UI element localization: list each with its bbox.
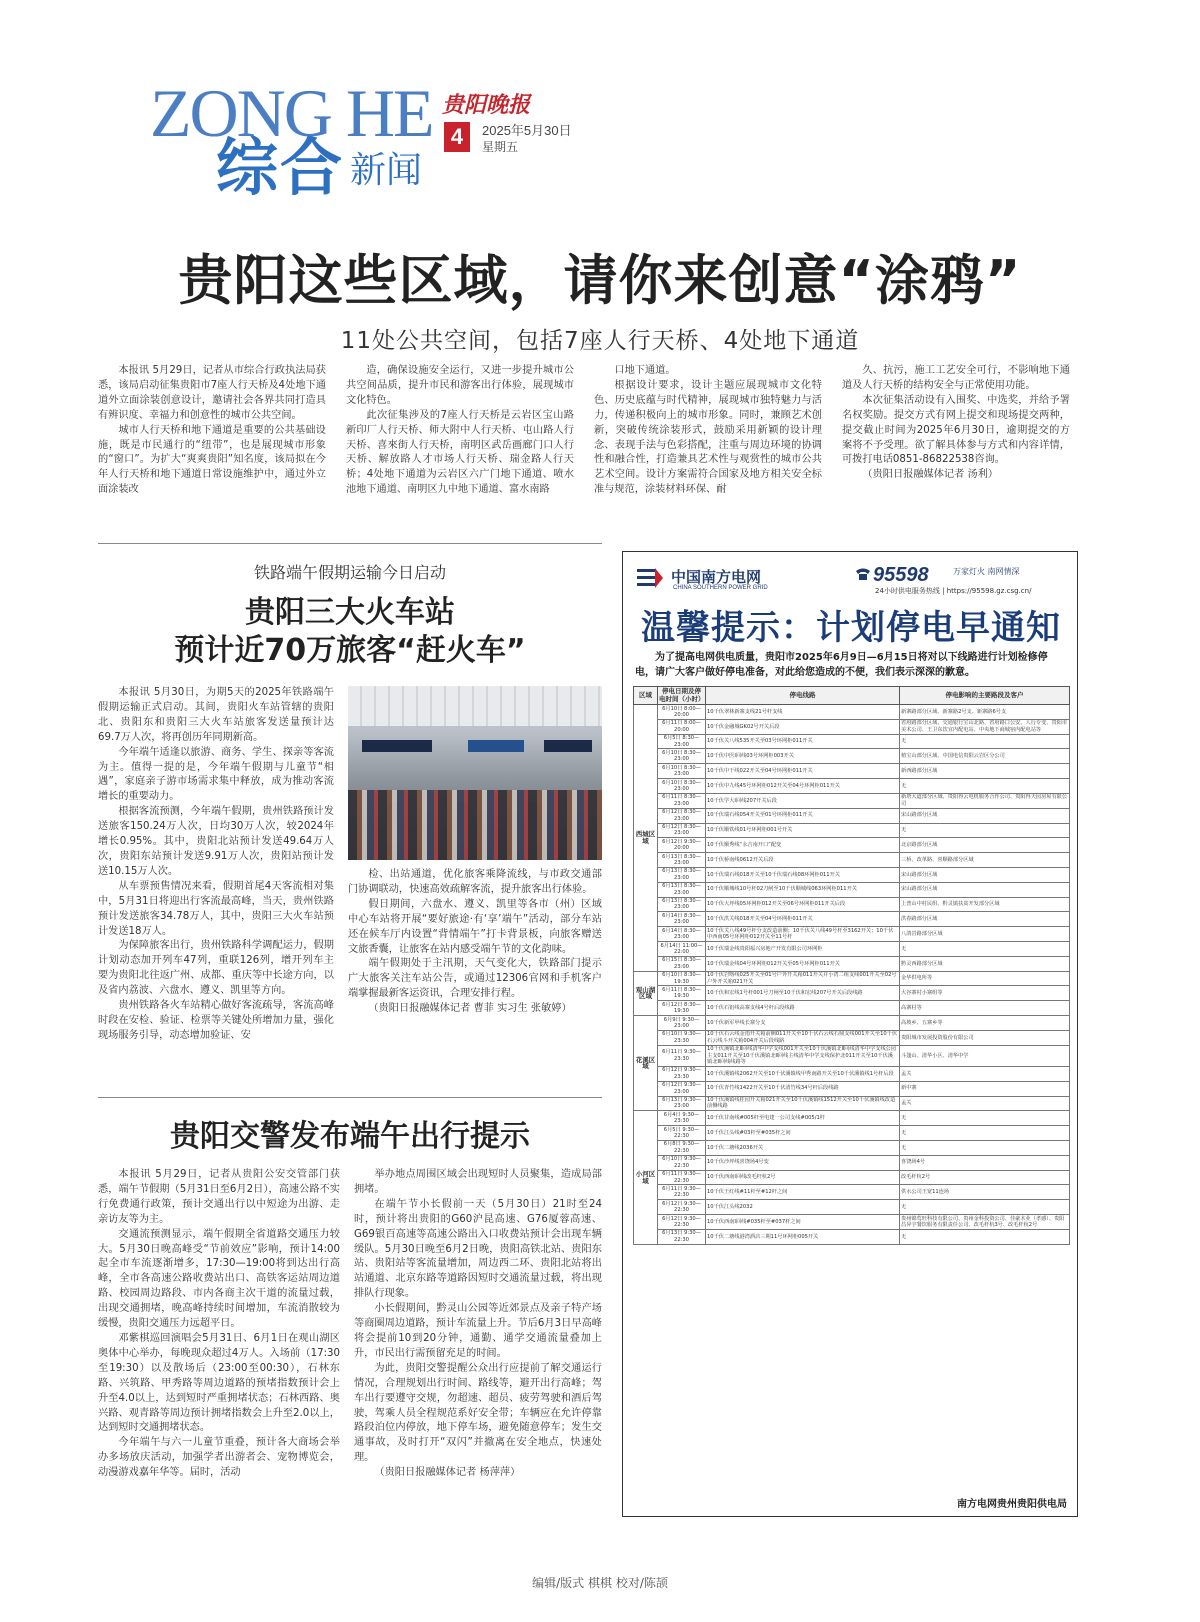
lead-column-4	[842, 364, 1070, 520]
outage-affected: 贵阳城市发展投资股份有限公司	[900, 1030, 1070, 1045]
outage-line: 10千伏二塘线2036开关	[706, 1140, 900, 1155]
notice-signature: 南方电网贵州贵阳供电局	[957, 1499, 1067, 1510]
rail-column-left	[98, 686, 334, 1078]
outage-affected: 植宝山部分区域、中国电信贵阳云岩区分公司	[900, 749, 1070, 764]
outage-time: 6月4日 9:30—23:30	[658, 1111, 706, 1126]
outage-line: 10千伏二塘线港湾酒店三期11号环网柜005开关	[706, 1229, 900, 1244]
outage-affected: 改毛杆杭2号	[900, 1170, 1070, 1185]
outage-affected: 喜饶场4号	[900, 1155, 1070, 1170]
outage-row	[634, 1030, 1070, 1045]
outage-line: 10千伏大坪线05环网柜012开关至06号环网柜011开关后段	[706, 897, 900, 912]
outage-table	[633, 686, 1070, 1245]
outage-area: 小河区域	[634, 1111, 658, 1244]
outage-row	[634, 808, 1070, 823]
outage-row	[634, 986, 1070, 1001]
outage-line: 10千伏洪关线018开关至04号环网柜011开关	[706, 912, 900, 927]
outage-line: 10千伏溪镇线桂园开关箱021开关至10千伏溪镇线1512开关至10千伏溪镇线改造前侧线路	[706, 1096, 900, 1111]
notice-title: 温馨提示：计划停电早通知	[641, 608, 1061, 648]
outage-time: 6月11日 9:30—22:30	[658, 1170, 706, 1185]
outage-line: 10千伏甘南线#005杆至电建一公司支线#005/1杆	[706, 1111, 900, 1126]
paragraph: 今年端午适逢以旅游、商务、学生、探亲等客流为主。值得一提的是，今年端午假期与儿童节“相遇”，家庭亲子游市场需求集中释放，成为推动客流增长的重要动力。	[98, 746, 334, 803]
outage-row	[634, 1045, 1070, 1066]
outage-affected: 无	[900, 823, 1070, 838]
outage-time: 6月12日 8:30—23:00	[658, 808, 706, 823]
paragraph: 此次征集涉及的7座人行天桥是云岩区宝山路新印厂人行天桥、师大附中人行天桥、屯山路人行天桥、喜來街人行天桥，南明区武岳画廊门口人行天桥、解放路人才市场人行天桥、瑞金路人行天桥；4处地下通道为云岩区六广门地下通道、喷水池地下通道、南明区九中地下通道、富水南路	[346, 409, 574, 496]
issue-date: 2025年5月30日	[482, 123, 572, 138]
outage-row	[634, 734, 1070, 749]
paragraph: 交通流预测显示，端午假期全省道路交通压力较大。5月30日晚高峰受“节前效应”影响，预计14:00起全市车流逐渐增多，17:30—19:00将到达出行高峰，全市各高速公路收费站出口、高铁客运站周边道路、校园周边路段、市内各商主次干道的流量过载，出现交通拥堵，晚高峰持续时间增加，车流消散较为缓慢，贵阳交通压力远超平日。	[98, 1228, 340, 1330]
outage-time: 6月14日 11:00—22:00	[658, 942, 706, 957]
outage-row	[634, 1081, 1070, 1096]
outage-affected: 高寨村等	[900, 1001, 1070, 1016]
outage-area: 花溪区域	[634, 1016, 658, 1111]
hotline-number: 95598	[873, 564, 929, 586]
outage-time: 6月12日 9:30—20:00	[658, 838, 706, 853]
outage-row	[634, 1066, 1070, 1081]
notice-intro: 为了提高电网供电质量，贵阳市2025年6月9日—6月15日将对以下线路进行计划检修停电，请广大客户做好停电准备，对此给您造成的不便，我们表示深深的歉意。	[635, 652, 1048, 678]
power-grid-company: 中国南方电网	[671, 568, 762, 586]
outage-row	[634, 838, 1070, 853]
outage-affected: 无	[900, 1200, 1070, 1215]
outage-row	[634, 1200, 1070, 1215]
paragraph: 造，确保设施安全运行，又进一步提升城市公共空间品质，提升市民和游客出行体验，展现城市文化特色。	[346, 365, 574, 406]
lead-column-2	[346, 364, 574, 520]
outage-affected: 无	[900, 1111, 1070, 1126]
outage-line: 10千伏石云线金雨开关箱前侧011开关至10千伏石云线石鼎支线001开关至10千伏石云线斗开关箱004开关后段线路	[706, 1030, 900, 1045]
outage-affected: 八鸽岩路部分区域	[900, 927, 1070, 942]
outage-affected: 新中寨	[900, 1081, 1070, 1096]
outage-time: 6月11日 8:30—19:30	[658, 986, 706, 1001]
paragraph: （贵阳日报融媒体记者 杨萍萍）	[374, 1467, 521, 1479]
outage-line: 10千伏江头线#03杆至#035杆之间	[706, 1126, 900, 1141]
paragraph: 假日期间，六盘水、遵义、凯里等各市（州）区域中心车站将开展“要好旅途·有‘享’端午”活动，部分车站还在候车厅内设置“背情端午”打卡背景板，向旅客赠送文旅香囊，让旅客在站内感受端午节的文化韵味。	[348, 898, 602, 955]
outage-time: 6月13日 8:30—23:00	[658, 867, 706, 882]
column-header-time: 停电日期及停电时间（小时）	[659, 687, 705, 703]
outage-line: 10千伏桥南线0612开关后段	[706, 853, 900, 868]
rail-headline-line1: 贵阳三大火车站	[245, 595, 455, 630]
paragraph: 在端午节小长假前一天（5月30日）21时至24时，预计将出贵阳的G60沪昆高速、G76厦蓉高速、G69银百高速等高速公路出入口收费站预计会出现车辆缓队。5月30日晚至6月2日晚，贵阳高铁北站、贵阳东站、贵阳站等客流量增加，周边西二环、贵阳北站将出站通道、北京东路等道路因短时交通流量过载，将出现排队行现象。	[354, 1198, 602, 1300]
paragraph: 举办地点周围区域会出现短时人员聚集，造成局部拥堵。	[354, 1169, 602, 1195]
outage-time: 6月13日 8:30—23:00	[658, 882, 706, 897]
outage-time: 6月12日 8:30—23:00	[658, 823, 706, 838]
column-header-line: 停电线路	[706, 687, 900, 705]
outage-affected: 省府路部分区域、交通银行宝山北路、省府路口公安、人行专变、贵阳市美术公司、王卫东饮宜内配电站、中央地下商城宿内配电站等	[900, 719, 1070, 734]
outage-row	[634, 1170, 1070, 1185]
paragraph: 今年端午与六一儿童节重叠，预计各大商场会举办多场放庆活动，加强学者出游者会、宠物博览会，动漫游戏嘉年华等。届时，活动	[98, 1437, 340, 1479]
outage-line: 10千伏瑞金线04号环网柜012开关至05号环网柜011开关	[706, 956, 900, 971]
outage-affected: 新西路部分区域	[900, 764, 1070, 779]
phone-icon	[855, 567, 871, 581]
traffic-column-right	[354, 1168, 602, 1516]
outage-time: 6月10日 8:30—23:00	[658, 749, 706, 764]
outage-line: 10千伏中医Ⅰ回线03号环网柜003开关	[706, 749, 900, 764]
outage-affected: 宋山路部分区域	[900, 882, 1070, 897]
outage-time: 6月12日 9:30—23:00	[658, 1081, 706, 1096]
rail-column-right	[348, 868, 602, 1080]
outage-affected: 无	[900, 1126, 1070, 1141]
outage-row	[634, 793, 1070, 808]
outage-time: 6月9日 9:30—23:00	[658, 1016, 706, 1031]
power-outage-notice	[622, 551, 1078, 1517]
outage-row	[634, 956, 1070, 971]
paragraph: 本报讯 5月30日，为期5天的2025年铁路端午假期运输正式启动。其间，贵阳火车站管辖的贵阳北、贵阳东和贵阳三大火车站旅客发送量预计达69.7万人次，将再创历年同期新高。	[98, 687, 334, 743]
paragraph: 口地下通道。	[614, 365, 676, 376]
lead-headline: 贵阳这些区域，请你来创意“涂鸦”	[178, 249, 1022, 312]
outage-row	[634, 1096, 1070, 1111]
outage-row	[634, 867, 1070, 882]
outage-row	[634, 927, 1070, 942]
outage-line: 10千伏关八线535开关至03号环网柜011开关	[706, 734, 900, 749]
paragraph: 从车票预售情况来看，假期首尾4天客流相对集中，5月31日将迎出行客流最高峰，当天，贵州铁路预计发送旅客34.78万人，其中，贵阳三大火车站预计发送18万人。	[98, 880, 334, 937]
outage-line: 10千伏沙坪线喜饶场4号变	[706, 1155, 900, 1170]
outage-affected: 贵州锦莺旺科技有限公司、贵州金科投资公司、佳豪木业（孝感）、贵阳昌昇宇餐饮服务有限责任公司、改毛杆杭3号、改毛杆杭2号	[900, 1215, 1070, 1230]
outage-row	[634, 1001, 1070, 1016]
hotline-subtitle: 24小时供电服务热线 | https://95598.gz.csg.cn/	[875, 587, 1032, 595]
outage-time: 6月12日 9:30—23:30	[658, 1066, 706, 1081]
outage-line: 10千伏中九线45号环网柜012开关至04号环网柜011开关	[706, 779, 900, 794]
outage-time: 6月12日 8:30—19:30	[658, 1001, 706, 1016]
outage-affected: 无	[900, 1140, 1070, 1155]
outage-line: 10千伏中干线022开关至04号环网柜011开关	[706, 764, 900, 779]
outage-time: 6月10日 8:30—23:00	[658, 779, 706, 794]
outage-time: 6月5日 8:30—23:00	[658, 734, 706, 749]
paragraph: （贵阳日报融媒体记者 汤利）	[862, 469, 999, 481]
lead-column-3	[594, 364, 822, 520]
outage-row	[634, 779, 1070, 794]
paragraph: 邓紫棋巡回演唱会5月31日、6月1日在观山湖区奥体中心举办，每晚现众超过4万人。入场前（17:30至19:30）以及散场后（23:00至00:30），石林东路、兴筑路、甲秀路等周边道路的预堵指数预计会上升至4.0以上，达到短时严重拥堵状态；石林西路、奥兴路、观青路等周边预计拥堵指数会上升至2.0以上，达到短时交通拥堵状态。	[98, 1332, 340, 1434]
divider-traffic	[98, 1097, 602, 1098]
outage-affected: 无	[900, 734, 1070, 749]
section-subname: 新闻	[350, 150, 423, 191]
hotline-slogan: 万家灯火 南网情深	[953, 567, 1020, 576]
outage-line: 10千伏江头线2032	[706, 1200, 900, 1215]
outage-time: 6月14日 8:30—23:00	[658, 927, 706, 942]
outage-time: 6月13日 8:30—23:00	[658, 853, 706, 868]
outage-row	[634, 1126, 1070, 1141]
outage-affected: 洪春路部分区域	[900, 912, 1070, 927]
outage-row	[634, 764, 1070, 779]
issue-weekday: 星期五	[482, 140, 519, 154]
outage-row	[634, 1185, 1070, 1200]
masthead	[150, 74, 1130, 204]
outage-affected: 孟关	[900, 1066, 1070, 1081]
outage-row	[634, 897, 1070, 912]
outage-time: 6月12日 9:30—22:30	[658, 1200, 706, 1215]
outage-row	[634, 749, 1070, 764]
outage-affected: 孟关	[900, 1096, 1070, 1111]
outage-line: 10千伏西南Ⅰ回线改毛杆杭2号	[706, 1170, 900, 1185]
paragraph: 根据客流预测，今年端午假期，贵州铁路预计发送旅客150.24万人次，日均30万人次，较2024年增长0.95%。其中，贵阳北站预计发送49.64万人次，贵阳东站预计发送9.91万人次，贵阳站预计发送10.15万人次。	[98, 806, 334, 877]
outage-affected: 黔灵西路部分区域	[900, 956, 1070, 971]
outage-row	[634, 942, 1070, 957]
outage-line: 10千伏瑞石线018开关至10千伏瑞石线08环网柜011开关	[706, 867, 900, 882]
outage-time: 6月10日 8:00—20:00	[658, 705, 706, 720]
outage-line: 10千伏西南Ⅰ回线#035杆至#037杆之间	[706, 1215, 900, 1230]
outage-row	[634, 1215, 1070, 1230]
masthead-latin: ZONG HE	[150, 75, 433, 151]
outage-affected: 无	[900, 1229, 1070, 1244]
outage-time: 6月8日 9:30—22:30	[658, 1140, 706, 1155]
outage-line: 10千伏翠林新寨支线21号杆支线	[706, 705, 900, 720]
column-header-area: 区域	[634, 687, 658, 705]
outage-line: 10千伏金融城GK02号开关后段	[706, 719, 900, 734]
railway-station-photo	[348, 686, 602, 860]
outage-line: 10千伏关八线49号杆分支改造前侧；10千伏关八线49号杆至3162开关；10千伏中西南05号环网柜012开关至11号杆	[706, 927, 900, 942]
outage-affected: 宋山路部分区域	[900, 808, 1070, 823]
power-grid-company-en: CHINA SOUTHERN POWER GRID	[673, 585, 768, 591]
paragraph: 检、出站通道，优化旅客乘降流线，与市政交通部门协调联动，快速高效疏解客流，提升旅客出行体验。	[348, 869, 602, 895]
outage-row	[634, 1140, 1070, 1155]
outage-table-body	[634, 705, 1070, 1245]
outage-time: 6月11日 8:00—20:00	[658, 719, 706, 734]
outage-row	[634, 1111, 1070, 1126]
traffic-headline: 贵阳交警发布端午出行提示	[170, 1119, 530, 1154]
page-credits: 编辑/版式 棋棋 校对/陈颉	[532, 1576, 668, 1590]
outage-row	[634, 1016, 1070, 1031]
outage-line: 10千伏石铝线高寨支线4号杆后段线路	[706, 1001, 900, 1016]
outage-row	[634, 719, 1070, 734]
outage-line: 10千伏青竹线1422开关至10千伏清竹线34号杆后段线路	[706, 1081, 900, 1096]
paragraph: 端午假期处于主汛期，天气变化大，铁路部门提示广大旅客关注车站公告，或通过12306官网和手机客户端掌握最新客运资讯，合理安排行程。	[348, 958, 602, 1000]
outage-row	[634, 912, 1070, 927]
outage-time: 6月13日 9:30—23:00	[658, 1096, 706, 1111]
divider-rail	[98, 543, 602, 544]
traffic-column-left	[98, 1168, 340, 1516]
outage-time: 6月11日 9:30—22:30	[658, 1185, 706, 1200]
outage-time: 6月5日 9:30—22:30	[658, 1126, 706, 1141]
outage-affected: 新寨路部分区域、新寨路2号支、新寨路6号支	[900, 705, 1070, 720]
outage-time: 6月10日 8:30—23:00	[658, 764, 706, 779]
outage-time: 6月10日 9:30—22:30	[658, 1155, 706, 1170]
outage-time: 6月11日 8:30—23:00	[658, 793, 706, 808]
paragraph: （贵阳日报融媒体记者 曹菲 实习生 张敏婷）	[368, 1003, 572, 1015]
outage-time: 6月10日 9:30—23:30	[658, 1030, 706, 1045]
rail-kicker: 铁路端午假期运输今日启动	[253, 563, 446, 582]
paragraph: 久、抗污，施工工艺安全可行，不影响地下通道及人行天桥的结构安全与正常使用功能。	[842, 365, 1070, 391]
outage-time: 6月15日 8:30—23:00	[658, 956, 706, 971]
outage-line: 10千伏溪镇北Ⅱ回线清华中学支线001开关至10千伏溪镇北Ⅱ回线清华中学支线公园主支011开关至10千伏溪镇北Ⅱ回线主线清华中学支线保护北011开关至10千伏溪镇北Ⅱ回线线路等	[706, 1045, 900, 1066]
outage-affected: 新塔大道部分区域、贵阳得云电机服务合作公司、贵阳得天园房屋有限公司	[900, 793, 1070, 808]
outage-line: 10千伏顺秀线“永吉南开口”配变	[706, 838, 900, 853]
outage-area: 西城区域	[634, 705, 658, 972]
outage-affected: 大谷寨村小寨组等	[900, 986, 1070, 1001]
outage-affected: 北京路部分区域	[900, 838, 1070, 853]
column-header-affected: 停电影响的主要路段及客户	[900, 687, 1070, 705]
outage-affected: 三桥、改革路、喜顺路部分区域	[900, 853, 1070, 868]
outage-row	[634, 971, 1070, 986]
paragraph: 本次征集活动设有入围奖、中选奖，并给予署名权奖励。提交方式有网上提交和现场提交两种，提交截止时间为2025年6月30日，逾期提交的方案将不予受理。欲了解具体参与方式和内容详情，可拨打电话0851-86822538咨询。	[842, 394, 1070, 466]
paragraph: 贵州铁路各火车站精心做好客流疏导，客流高峰时段在安检、验证、检票等关键处所增加力量，强化现场服务引导，动态增加验证、安	[98, 1000, 334, 1041]
outage-row	[634, 1155, 1070, 1170]
paragraph: 为保障旅客出行，贵州铁路科学调配运力，假期计划动态加开列车47列，重联126列，增开列车主要为贵阳北往返广州、成都、重庆等中长途方向，以及省内荔波、六盘水、遵义、凯里等方向。	[98, 940, 334, 997]
outage-row	[634, 1229, 1070, 1244]
outage-affected: 高坡乡、五寨乡等	[900, 1016, 1070, 1031]
outage-affected: 宋山路部分区域	[900, 867, 1070, 882]
outage-line: 10千伏瑞石线054开关至01号环网柜011开关	[706, 808, 900, 823]
lead-column-1	[98, 364, 326, 520]
outage-row	[634, 853, 1070, 868]
outage-affected: 无	[900, 942, 1070, 957]
power-grid-logo-icon	[635, 566, 665, 590]
outage-line: 10千伏岩喀线025开关至01号户外开关箱011开关并小湾二组支线001开关至02号户外开关箱021开关	[706, 971, 900, 986]
paragraph: 根据设计要求，设计主题应展现城市文化特色、历史底蕴与时代精神，展现城市独特魅力与活力，传递积极向上的城市形象。同时，兼顾艺术创新，突破传统涂装形式，鼓励采用新颖的设计理念、表现手法与色彩搭配，注重与周边环境的协调性和融合性，打造兼具艺术性与观赏性的城市公共艺术空间。设计方案需符合国家及地方相关安全标准与规范，涂装材料环保、耐	[594, 379, 822, 496]
outage-line: 10千伏新军甲线长寨分支	[706, 1016, 900, 1031]
outage-row	[634, 882, 1070, 897]
paragraph: 城市人行天桥和地下通道是重要的公共基础设施，既是市民通行的“纽带”，也是展现城市形象的“窗口”。为扩大“爽爽贵阳”知名度，该局拟在今年人行天桥和地下通道日常设施维护中，通过外立面涂装改	[98, 424, 326, 496]
outage-affected: 供水公司王宽11连场	[900, 1185, 1070, 1200]
outage-time: 6月11日 9:30—23:30	[658, 1045, 706, 1066]
outage-time: 6月13日 8:30—23:00	[658, 897, 706, 912]
outage-time: 6月14日 8:30—23:00	[658, 912, 706, 927]
paragraph: 本报讯 5月29日，记者从贵阳公安交管部门获悉，端午节假期（5月31日至6月2日），高速公路不实行免费通行政策，预计交通出行以中短途为出游、走亲访友等为主。	[98, 1169, 340, 1225]
paragraph: 为此，贵阳交警提醒公众出行应提前了解交通运行情况，合理规划出行时间、路线等，避开出行高峰；驾车出行要遵守交规，勿超速、超员、疲劳驾驶和酒后驾驶，驾乘人员全程规范系好安全带；车辆应在允许停靠路段泊位内停放，地下停车场，避免随意停车；发生交通事故，及时打开“双闪”并撤离在安全地点，快速处理。	[354, 1362, 602, 1464]
outage-line: 10千伏溪镇线2062开关至10千伏溪镇线甲秀南路开关至10千伏溪镇线1号杆后段	[706, 1066, 900, 1081]
outage-line: 10千伏顺铁线01号环网柜001号开关	[706, 823, 900, 838]
outage-affected: 斗篷山、清华小区、清华中学	[900, 1045, 1070, 1066]
outage-area: 观山湖区域	[634, 971, 658, 1015]
outage-line: 10千伏学大Ⅰ回线207开关后段	[706, 793, 900, 808]
section-name: 综合	[216, 131, 345, 204]
page-number: 4	[444, 122, 470, 152]
outage-line: 10千伏和宏线1号杆001号刀闸至10千伏和宏线207号开关后段线路	[706, 986, 900, 1001]
outage-line: 10千伏顺城线10号杆02刀闸至10千伏顺城线063环网柜011开关	[706, 882, 900, 897]
outage-time: 6月10日 8:30—19:30	[658, 971, 706, 986]
paper-name: 贵阳晚报	[442, 92, 531, 118]
paragraph: 本报讯 5月29日，记者从市综合行政执法局获悉，该局启动征集贵阳市7座人行天桥及4处地下通道外立面涂装创意设计，邀请社会各界共同打造具有辨识度、幸福力和创意性的城市公共空间。	[98, 365, 326, 421]
outage-row	[634, 823, 1070, 838]
outage-time: 6月13日 9:30—22:30	[658, 1229, 706, 1244]
rail-headline-line2: 预计近70万旅客“赶火车”	[174, 633, 526, 668]
outage-affected: 上普山中村民组、黔灵镇扶贫开发部分区域	[900, 897, 1070, 912]
outage-affected: 金华供电所等	[900, 971, 1070, 986]
paragraph: 小长假期间，黔灵山公园等近郊景点及亲子特产场等商圈周边道路，预计车流量上升。节后6月3日早高峰将会提前10到20分钟，通勤、通学交通流量叠加上升，市民出行需预留充足的时间。	[354, 1303, 602, 1359]
outage-time: 6月12日 9:30—22:30	[658, 1215, 706, 1230]
outage-table-header	[634, 687, 1070, 705]
outage-affected: 无	[900, 779, 1070, 794]
outage-line: 10千伏王红线#11杆至#12杆之间	[706, 1185, 900, 1200]
outage-row	[634, 705, 1070, 720]
outage-line: 10千伏瑞金线贵阳福兴房地产开发有限公司环网柜	[706, 942, 900, 957]
lead-subheadline: 11处公共空间，包括7座人行天桥、4处地下通道	[340, 328, 860, 354]
